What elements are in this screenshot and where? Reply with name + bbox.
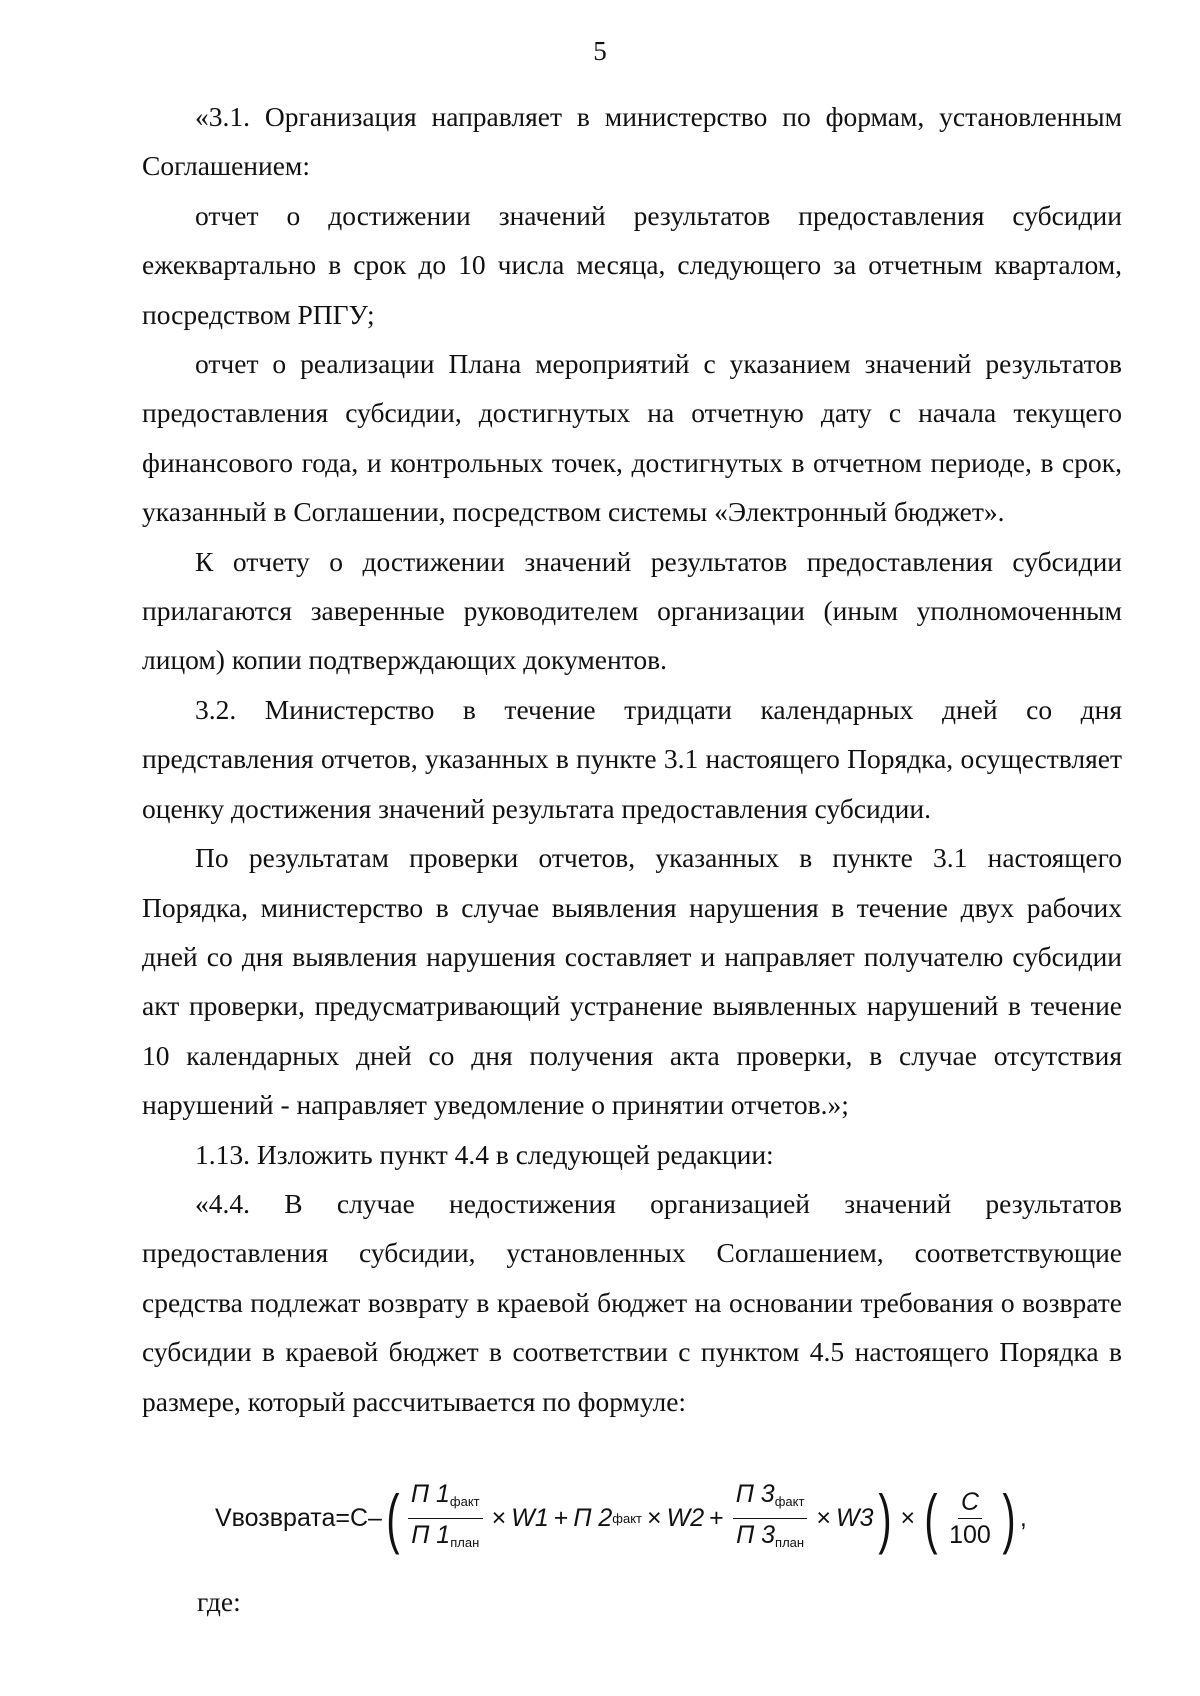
close-paren-2: ) (1002, 1481, 1016, 1555)
paragraph: «4.4. В случае недостижения организацией значений результатов предоставления субсидии, установленных Соглашением, соответствующие средства подлежат возврату в краевой бюджет на основании требования о возврате субсидии в краевой бюджет в соответствии с пунктом 4.5 настоящего Порядка в размере, который рассчитывается по формуле: (142, 1187, 1122, 1417)
document-body (142, 92, 1122, 1426)
paragraph: По результатам проверки отчетов, указанных в пункте 3.1 настоящего Порядка, министерство в случае выявления нарушения в течение двух рабочих дней со дня выявления нарушения составляет и направляет получателю субсидии акт проверки, предусматривающий устранение выявленных нарушений в течение 10 календарных дней со дня получения акта проверки, в случае отсутствия нарушений - направляет уведомление о принятии отчетов.»; (142, 842, 1122, 1121)
paragraph: 1.13. Изложить пункт 4.4 в следующей редакции: (195, 1138, 774, 1170)
paragraph: К отчету о достижении значений результатов предоставления субсидии прилагаются заверенные руководителем организации (иным уполномоченным лицом) копии подтверждающих документов. (142, 545, 1122, 676)
page-number: 5 (593, 36, 607, 66)
formula-lhs: Vвозврата=С– (215, 1503, 382, 1532)
weight-w3: W3 (836, 1503, 874, 1532)
fraction-p1: $\frac{П 1_{факт}}{П 1_{план}}$ (408, 1480, 483, 1557)
open-paren: ( (386, 1481, 400, 1555)
paragraph: 3.2. Министерство в течение тридцати календарных дней со дня представления отчетов, указанных в пункте 3.1 настоящего Порядка, осуществляет оценку достижения значений результата предоставления субсидии. (142, 693, 1122, 824)
term-p2: П 2 (573, 1503, 613, 1532)
fraction-p3: $\frac{П 3_{факт}}{П 3_{план}}$ (733, 1480, 808, 1557)
fraction-c-100: $\frac{C}{100}$ (949, 1487, 991, 1549)
open-paren-2: ( (924, 1481, 938, 1555)
close-paren: ) (877, 1481, 892, 1555)
weight-w2: W2 (666, 1503, 705, 1532)
where-label: где: (197, 1586, 241, 1617)
paragraph: отчет о реализации Плана мероприятий с указанием значений результатов предоставления субсидии, достигнутых на отчетную дату с начала текущего финансового года, и контрольных точек, достигнутых в отчетном периоде, в срок, указанный в Соглашении, посредством системы «Электронный бюджет». (142, 348, 1122, 528)
refund-formula: Vвозврата=С– ( $\frac{П 1_{факт}}{П 1_{план}}$ × W1 + П 2 факт × W2 + $\frac{П 3_{факт}}{П 3_{план}}$ × W3 ) × ( $\frac{C}{100}$ ) , (215, 1479, 1027, 1555)
paragraph: отчет о достижении значений результатов предоставления субсидии ежеквартально в срок до 10 числа месяца, следующего за отчетным кварталом, посредством РПГУ; (142, 199, 1122, 330)
weight-w1: W1 (511, 1503, 549, 1532)
paragraph: «3.1. Организация направляет в министерство по формам, установленным Соглашением: (142, 101, 1122, 182)
